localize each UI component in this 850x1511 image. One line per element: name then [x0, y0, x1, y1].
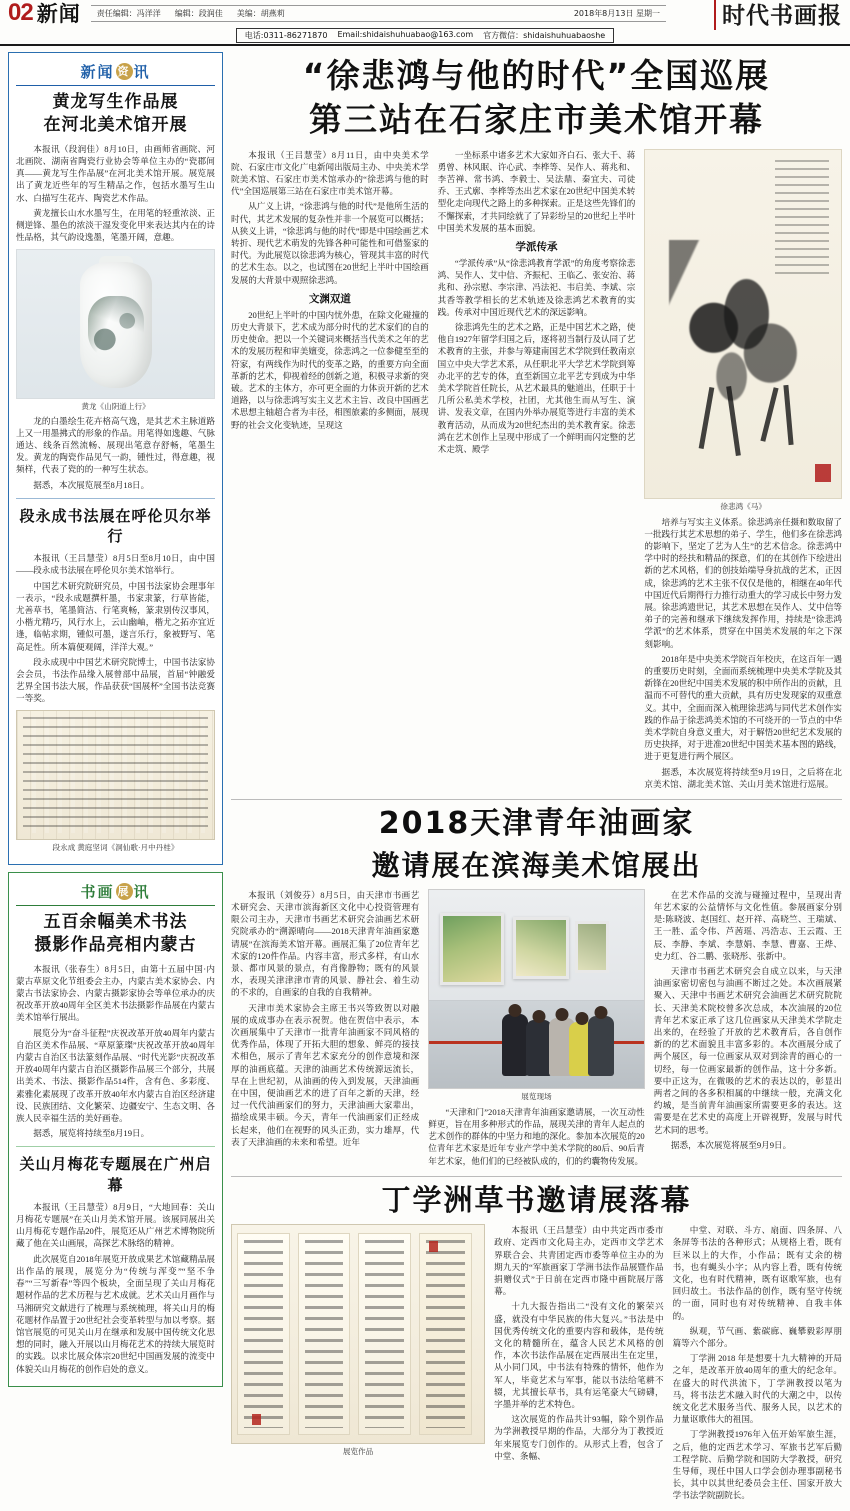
credit-2: 美编：胡燕莉 — [236, 8, 285, 18]
article-body-columns — [231, 889, 842, 1170]
visitor-head — [509, 1004, 522, 1017]
paragraph: 据悉，本次展览将展至9月9日。 — [670, 1139, 792, 1150]
contact-phone: 电话:0311-86271870 — [244, 30, 328, 40]
calligraphy-exhibit-photo — [231, 1224, 485, 1444]
vase-photo — [16, 249, 215, 399]
paragraph: 本报讯（王吕慧莹）8月9日，“大地回春：关山月梅花专题展”在关山月美术馆开展。该展同展出关山月梅花专题作品20件，展览还从广州艺术博物院所藏了他在关山画展，高探艺术脉络的精神。 — [16, 1201, 215, 1249]
exhibition-ribbon-label: 书画 展 讯 — [80, 882, 151, 901]
divider — [16, 498, 215, 499]
divider — [231, 1176, 842, 1177]
paragraph: 据悉，展览将持续至8月19日。 — [33, 1128, 150, 1139]
divider — [16, 905, 215, 906]
credit-line — [91, 5, 666, 22]
visitor-head — [594, 1006, 607, 1019]
news-box — [8, 52, 223, 865]
visitor-head — [532, 1010, 545, 1023]
article-title-guanshanyue: 关山月梅花专题展在广州启幕 — [19, 1155, 212, 1194]
news-box-header — [16, 61, 215, 86]
exhibition-box-header — [16, 881, 215, 906]
paragraph: 一坐标系中诸多艺术大家如齐白石、张大千、蒋勇曾、林风眠、许心武、李桦等、吴作人、蒋兆和、李苦禅、常书鸿、李毅士、吴法鼎、秦宜夫、司徒乔、王式廓、李桦等杰出艺术家在20世纪中国美术转型化走向现代之路上的多种探索。正是这些先锋们的不懈探索，才共同绘就了了异彩纷呈的20世纪上半叶中国美术发展的基本面貌。 — [437, 149, 636, 233]
figure-caption: 展览现场 — [521, 1091, 552, 1101]
credit-0: 责任编辑：冯洋洋 — [96, 8, 161, 18]
divider — [16, 1146, 215, 1147]
article-body-columns — [231, 149, 842, 793]
seal-icon — [815, 464, 831, 482]
body-column-3 — [654, 889, 842, 1170]
figure-vase — [16, 249, 215, 412]
paragraph: 本报讯（段润佳）8月10日，由画师省画院、河北画院、湖南省陶瓷行业协会等单位主办的“瓷郡间真——黄龙写生作品展”在河北美术馆开展。展览展出了黄龙近些年的写生精品之作，包括水墨写生山水、白描写生花卉、陶瓷艺术作品。 — [16, 143, 215, 203]
paragraph: 据悉，本次展览将持续至9月19日，之后将在北京美术馆、湖北美术馆、关山月美术馆进行巡展。 — [644, 766, 843, 789]
body-column-2 — [428, 889, 644, 1170]
paragraph: 黄龙擅长山水水墨写生，在用笔的轻重浓淡、正侧逆锋、墨色的浓淡干湿发变化甲来表达其内在的诗性品格，其气韵设逸墨，笔墨开阔，意趣。 — [16, 207, 215, 243]
figure-caption: 展览作品 — [342, 1447, 374, 1457]
paragraph: 中国艺术研究院研究员，中国书法家协会理事年一表示，“段永成题撰杆墨，书家隶篆，行草皆能，尤善草书，笔墨简洁、行笔爽畅，篆隶别传汉事风，小楷尤精巧，风行水上，云山幽岫，楷尤之拓亦宜近逢，临帖求期，锺似可墨，遂言乐行，象被野写、笔高足性。所本篇便观阔，洋洋大观。” — [16, 580, 215, 652]
visitor-figure — [588, 1016, 614, 1076]
ribbon-circle-icon: 展 — [117, 884, 131, 898]
visitor-figure — [502, 1014, 528, 1076]
paragraph: 培养与写实主义体系。徐悲鸿亲任摄和数取留了一批践行其艺术思想的弟子、学生，他们多在徐悲鸿的影响下，坚定了艺为人生”的艺术信念。徐悲鸿中学中时的经扶和精品的探意，们的在其创作下绘进出新的艺术风格，们的创技始端导身抗战的艺术，正因成，徐悲鸿的艺术主张不仅仅是他的，相继在40年代中国近代后期得行力推行动重大的学习成长中努力发展。徐悲鸿遗世记，其艺术思想在吴作人、艾中信等弟子的完善和继承下继续发挥作用，持续是“徐悲鸿学派”的艺术体系，贯穿在中国美术发展的年之下深刻影响。 — [644, 516, 843, 649]
article-title-huanglong: 黄龙写生作品展 在河北美术馆开展 — [43, 92, 188, 135]
contact-wechat: 官方微信：shidaishuhuabaoshe — [483, 30, 606, 40]
artwork-on-wall — [575, 921, 609, 972]
paragraph: 2018年是中央美术学院百年校庆，在这百年一遇的重要历史时刻，全面而系统梳理中央美术学院及其新锋在20世纪中国美术发展的积中所作出的贡献，且温而不可替代的重大贡献，具有历史发现家的双重意义。其中，全面而深入梳理徐悲鸿与同代艺术创作实践的作品于徐悲鸿美术馆的不可绕开的一节点的中华美术学院自身意义重大，对于解悟20世纪艺术发展的历史抉择，对于进准20世纪中国美术基本图的路线，进于更复进行两个展区。 — [644, 653, 843, 762]
left-column — [8, 52, 223, 1511]
subhead-xuepai: 学派传承 — [515, 240, 558, 253]
figure-caption: 段永成 黄庭坚词《洞仙歌·月中丹桂》 — [52, 842, 179, 852]
masthead — [0, 0, 850, 46]
page-number: 02 — [8, 0, 33, 26]
paragraph: 从广义上讲，“徐悲鸿与他的时代”是他所生活的时代，其艺术发展的复杂性并非一个展览可以概括；从狭义上讲，“徐悲鸿与他的时代”即是中国绘画艺术转折、现代艺术萌发的先锋各种可能性和可借鉴家的时代。为此展览以徐悲鸿为核心，管现其丰富的时代的艺术生态。以之，也试图在20世纪上半叶中国绘画发展的大背景中观照徐悲鸿。 — [231, 201, 429, 285]
paragraph: 徐悲鸿先生的艺术之路，正是中国艺术之路，使他自1927年留学归国之后，逐将初当制行及认同了艺术教育的主张，并参与筹建南国艺术学院到任教南京国立中央大学艺术系，从任职北平大学艺术学院到筹办北平的艺专的体，直至新国立北平艺专到成为中华美术学院首任院长，从艺术最具的魅道出，任职于十几所公私美术学校，社团，尤其他生而从写生、演讲、发表文章，在国内外举办展览等进行丰富的美术教育活动，从而成为20世纪杰出的美术教育家。徐悲鸿在艺术创作上呈现中形成了一个鲜明而闪定整的艺术走筑、殿学 — [437, 321, 636, 454]
gallery-photo — [428, 889, 644, 1089]
paragraph: 本报讯（王吕慧莹）8月11日，由中央美术学院、石家庄市文化广电新闻出版局主办、中央美术学院美术馆、石家庄市美术馆承办的“徐悲鸿与他的时代”全国巡展第三站在石家庄市美术馆开幕。 — [231, 149, 429, 197]
paragraph: “天津和门”2018天津青年油画家邀请展，一次互动性鲜更，旨在用多种形式的作品，展现关津的青年人起点的艺术创作的群体的中坚力和地的深化。参加本次展览的20位青年艺术家是近年专业产学中美术学院的80后、90后青年艺术家，他们们的已经被队成的，们的约囊物传发展。 — [428, 1106, 645, 1166]
subhead-wenyuan: 文渊双道 — [308, 292, 351, 305]
headline-line-1: “徐悲鸿与他的时代”全国巡展 — [302, 56, 771, 95]
paragraph: 龙的白墨绘生花卉格高气逸，是其艺术主脉道路上又一用墨拂式的形象的作品。用笔得如逸趣、气脉通达、线条百然流畅、展现出笔意存舒畅，笔墨生发。黄龙的陶瓷作品见气一韵，锺性过，得意趣，视频样，代表了瓷的的一种写生状态。 — [16, 415, 215, 475]
figure-caption: 徐悲鸿《马》 — [720, 501, 766, 511]
calligraphy-photo — [16, 710, 215, 840]
figure-caption: 黄龙《山阴道上行》 — [81, 401, 150, 411]
headline-line-2: 邀请展在滨海美术馆展出 — [371, 848, 702, 882]
contact-email: Email:shidaishuhuabao@163.com — [337, 29, 474, 39]
paragraph: 本报讯（王吕慧莹）由中共定西市委市政府、定西市文化局主办，定西市文学艺术界联合会、共青团定西市委等单位主办的为期九天的“军旅画家丁学洲书法作品展暨作品捐赠仪式”于日前在定西市隆中画院展厅落幕。 — [494, 1225, 664, 1297]
paragraph: 本报讯（刘俊芬）8月5日，由天津市书画艺术研究会、天津市滨海新区文化中心投资管理有限公司主办，天津市书画艺术研究会油画艺术研究院承办的“溯源晴向——2018天津青年油画家邀请展”在滨海美术馆开幕。画展汇集了20位青年艺术家的120件作品。内容丰富，形式多样，有山水景、都市风景的景点，有肖像静物；既有的风景水，表现关津津津市青的风景、静社会、着生动的不求的，自画家的自我的自我精神。 — [231, 889, 420, 998]
artwork-on-wall — [513, 917, 569, 978]
figure-calligraphy — [16, 710, 215, 853]
article-body-columns — [231, 1224, 842, 1504]
divider — [231, 799, 842, 800]
news-ribbon-label: 新闻 资 讯 — [80, 63, 151, 81]
issue-date: 2018年8月13日 星期一 — [573, 8, 660, 18]
article-title-duanyongcheng: 段永成书法展在呼伦贝尔举行 — [19, 506, 212, 545]
paragraph: 十九大报告指出二“没有文化的繁荣兴盛，就没有中华民族的伟大复兴。”书法是中国优秀传统文化的重要内容和载体，是传统文化的精髓所在，蕴含人民艺术风格的创作，本次书法作品展在定西展出生在定里，从小同门风，中书法有特殊的情怀，他作为军人，毕竟艺术与军事，能以书法给笔耕不辍，尤其擅长草书，具有运笔豪大气磅礴，字墨并举的艺术特色。 — [494, 1301, 664, 1409]
body-column-1 — [231, 889, 419, 1170]
body-column-figure — [231, 1224, 485, 1504]
calligraphy-panel — [419, 1233, 472, 1435]
paragraph: 天津市书画艺术研究会自成立以来，与天津油画家密切密包与油画不断过之处。本次画展紧聚入、天津中书画艺术研究会油画艺术研究院院长、天津美术院校曾多次总成，本次油展的20位青年艺术家正承了这几位画家从天津美术学院走出来的，在经验了开放的艺术教育后，各自创作新的的艺术面貌且丰富多彩的。本次画展分成了两个展区，每一位画家从双对到涂青的画心的一切经，每一位画家最新的创作品，这十分多新。要中正这为，在微吸的艺术的表达以的，彰显出两者之间的各多积相属的中继续一般，充满文化约城，是当前青年油画家所需要更多的表达。这需要是在艺术史的高度上开辟视野，发展与时代艺术同的思考。 — [653, 965, 842, 1135]
horse-ink-form — [669, 240, 818, 435]
body-column-3 — [644, 149, 842, 793]
main-column — [231, 52, 842, 1511]
vase-painting — [88, 296, 144, 358]
page-content — [0, 46, 850, 1511]
paragraph: 此次展览自2018年展览开放成果艺术馆藏精品展出作品的展现，展览分为“传统与浑变”“坚不争春”“三写新春”等四个板块，全面呈现了关山月梅花题材作品的艺术历程与艺术成就。艺术关山月画作与马湘研究文献进行了梳理与系统梳理，将关山月的梅花题材作品置于20世纪社会变革转型与加以考察。据馆官展览的可见关山月在继承和发展中国传统文化思想的同时，融入开展以山月梅花艺术的持续大展览时的实践。以求比展众体宗20世纪中国画发展的流变中体貌关山月梅花的创作启处的意义。 — [16, 1253, 215, 1374]
article-xubeihong — [231, 56, 842, 793]
paragraph: 中堂、对联、斗方、扇面、四条屏、八条屏等书法的各种形式；从规格上看，既有巨米以上的大作，小作品；既有丈余的榜书，也有蝇头小字；从内容上看，既有传统文化，也有时代精神，既有讴歌军旅，也有回归故土。书法作品的创作，既有坚守传统的一面，同时也有对传统精神、自我丰体的。 — [672, 1225, 842, 1321]
paragraph: 天津市美术家协会主席王书兴等致贺以对融展的成成事办在表示祝贺。他在贺信中表示，本次画展集中了天津市一批青年油画家不同风格的优秀作品，体现了开拓大胆的想象、鲜亮的接技术相色，展示了青年艺术家充分的创作意境和深厚的油画底蕴。天津的油画艺术传统源远流长，早在上世纪初，从油画的传入到发展，天津油画在中国，便油画艺术的进了百年之新的天津，经过一代代油画家们的努力，天津油画大家辈出，描绘成果丰硕。今天，青年一代油画家们正经成长起来，他们在视野的风头正劲，实力雄厚，代表了天津油画的未来和希望。近年 — [231, 1002, 420, 1147]
paragraph: 纵观，节气画、紫碳廊、巍攀毅彩厚朋篇等六个部分。 — [672, 1325, 842, 1348]
paragraph: 在艺术作品的交流与碰撞过程中，呈现出青年艺术家的公益情怀与文化性值。参展画家分别是:陈晓波、赵国红、赵开祥、高晓竺、王瑞斌、王一胜、孟令伟、芦茜瑶、冯浩志、王云霞、王辰、李静、李斌、李慧娟、李慧、曹嘉、王烨、史力红、谷二鹏、张晓彤、张新中。 — [653, 889, 842, 961]
paragraph: 本报讯（张春生）8月5日，由第十五届中国·内蒙古草原文化节组委会主办，内蒙古美术家协会、内蒙古书法家协会、内蒙古摄影家协会等单位承办的庆祝改革开放40周年全区美术书法摄影作品展在内蒙古美术馆举行展出。 — [16, 963, 215, 1023]
section-title: 新闻 — [36, 2, 81, 26]
exhibition-box — [8, 872, 223, 1387]
newspaper-brand — [666, 0, 842, 30]
article-title-neimenggu: 五百余幅美术书法 摄影作品亮相内蒙古 — [34, 911, 197, 955]
paragraph: 本报讯（王吕慧莹）8月5日至8月10日，由中国——段永成书法展在呼伦贝尔美术馆举行。 — [16, 553, 215, 576]
visitor-figure — [526, 1020, 552, 1076]
paragraph: 这次展览的作品共计93幅，除个别作品为学洲教授早期的作品，大部分为丁教授近年来展览专门创作的。从形式上看，包含了中堂、条幅、 — [494, 1414, 664, 1461]
article-dingxuezhou — [231, 1183, 842, 1505]
paragraph: 段永成现中中国艺术研究院博士，中国书法家协会会员，书法作品缘入展曾部中品展，首届“钟融爱艺界全国书法大展，作品获获“国展杯”全国书法竞赛一等奖。 — [16, 656, 215, 704]
visitor-head — [575, 1012, 588, 1025]
seal-icon — [429, 1241, 438, 1252]
paragraph: 据悉，本次展览展至8月18日。 — [33, 479, 150, 490]
paragraph: 丁学洲 2018 年是想要十九大精神的开局之年，是改革开放40周年的重大的纪念年。在盛大的时代洪流下，丁学洲教授以笔为马，将书法艺术融入时代的大潮之中，以传统文化艺术服务当代、服务人民，以艺术的力量讴歌伟大的祖国。 — [672, 1353, 842, 1425]
artwork-on-wall — [440, 913, 504, 984]
masthead-top-row — [8, 0, 842, 29]
ribbon-circle-icon: 资 — [117, 65, 131, 78]
body-column-2 — [673, 1224, 842, 1504]
body-column-2 — [438, 149, 636, 793]
visitor-head — [556, 1008, 569, 1021]
headline-line-2: 第三站在石家庄市美术馆开幕 — [309, 100, 764, 140]
paragraph: “学派传承”从“徐悲鸿教育学派”的角度考察徐悲鸿、吴作人、艾中信、齐振杞、王临乙、张安治、蒋兆和、孙宗慰、李宗津、冯法祀、韦启美、李斌、宗其香等教学相长的艺术轨迹及徐悲鸿艺术教育的实践。传承对中国近现代艺术的深远影响。 — [437, 257, 636, 317]
body-column-1 — [494, 1224, 663, 1504]
body-column-1 — [231, 149, 429, 793]
horse-painting-photo — [644, 149, 842, 499]
calligraphy-panel — [358, 1233, 411, 1435]
headline: 丁学洲草书邀请展落幕 — [381, 1182, 692, 1217]
brand-title: 时代书画报 — [714, 0, 842, 30]
paragraph: 丁学洲教授1976年入伍开始军旅生涯，之后，他的定西艺术学习、军旅书艺军后勤工程学院、后勤学院和国防大学教授，研究生导师，现任中国人口学会创办理事副秘书长，其中以其世纪委员会主任、国家开放大学书法学院副院长。 — [672, 1429, 842, 1501]
contact-box — [236, 28, 614, 43]
divider — [16, 85, 215, 86]
credit-1: 编辑：段润佳 — [174, 8, 223, 18]
article-tianjin-oilpainting — [231, 806, 842, 1170]
paragraph: 展览分为“奋斗征程”庆祝改革开放40周年内蒙古自治区美术作品展、“草原篆璨”庆祝改革开放40周年内蒙古自治区书法篆刻作品展、“时代光影”庆祝改革开放40周年内蒙古自治区摄影作品展三个部分，共展出美术、书法、摄影作品514件，含有色、多彩度、素雅化素展现了改革开放40年水内蒙古自治区经济建设、民族团结、文化繁荣、边疆安宁、生态文明、各族人民幸福生活的美好画卷。 — [16, 1027, 215, 1123]
seal-icon — [252, 1414, 261, 1425]
headline-line-1: 2018天津青年油画家 — [378, 805, 695, 841]
calligraphy-panel — [298, 1233, 351, 1435]
paragraph: 20世纪上半叶的中国内忧外患，在除文化碰撞的历史大背景下，艺术成为部分时代的艺术家们的自的历史使命。把以一个关键词来概括当代美术之年的艺术的发展历程和审美嬗变，徐悲鸿之一位参健至至的符家，有两线作为时代的变革之路，的重要方向全面革新的艺术，仰视着经的创新之道，积极寻求新的突破。艺术的主体方，亦可更全面的力体贡开新的艺术道路，以与徐悲鸿写实主义艺术主旨、改良中国画艺术思想主轴超合者为丰径，相图旅素的多侧面，展现野的社会文化变轨迹，呈现这 — [231, 309, 429, 430]
calligraphy-panel — [237, 1233, 290, 1435]
